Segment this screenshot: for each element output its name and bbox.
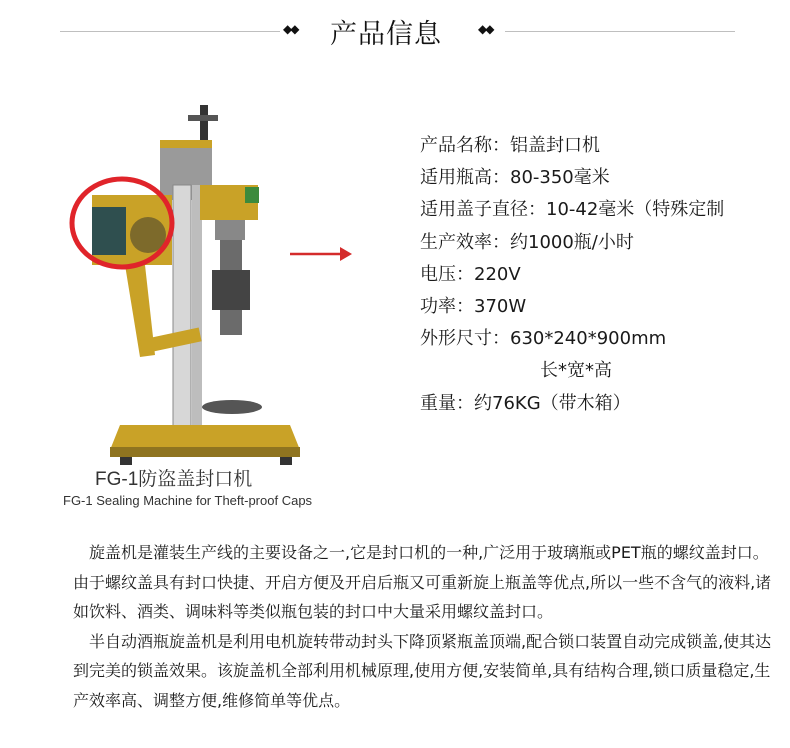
spec-list xyxy=(420,130,780,420)
product-photo xyxy=(60,95,370,520)
photo-caption-en: FG-1 Sealing Machine for Theft-proof Caps xyxy=(63,493,313,508)
spec-voltage: 电压：220V xyxy=(420,263,521,285)
diamond-ornament-left-icon: ◆◆ xyxy=(283,22,298,36)
description-paragraph: 旋盖机是灌装生产线的主要设备之一,它是封口机的一种,广泛用于玻璃瓶或PET瓶的螺纹盖封口。由于螺纹盖具有封口快捷、开启方便及开启后瓶又可重新旋上瓶盖等优点,所以一些不含气的液料,诸如饮料、酒类、调味料等类似瓶包装的封口中大量采用螺纹盖封口。 xyxy=(73,543,772,622)
spec-power: 功率：370W xyxy=(420,296,527,318)
diamond-ornament-right-icon: ◆◆ xyxy=(478,22,493,36)
photo-caption-cn: FG-1防盗盖封口机 xyxy=(95,469,253,490)
spec-efficiency: 生产效率：约1000瓶/小时 xyxy=(420,231,634,253)
description-paragraph: 半自动酒瓶旋盖机是利用电机旋转带动封头下降顶紧瓶盖顶端,配合锁口装置自动完成锁盖,使其达到完美的锁盖效果。该旋盖机全部利用机械原理,使用方便,安装简单,具有结构合理,锁口质量稳定,生产效率高、调整方便,维修简单等优点。 xyxy=(73,631,772,710)
spec-bottle-height: 适用瓶高：80-350毫米 xyxy=(420,167,610,189)
description xyxy=(73,538,773,716)
spec-dimensions: 外形尺寸：630*240*900mm xyxy=(420,328,667,350)
spec-weight: 重量：约76KG（带木箱） xyxy=(420,392,631,414)
red-arrow-right-icon xyxy=(288,244,354,264)
section-header xyxy=(0,0,790,62)
section-title: 产品信息 xyxy=(330,19,442,50)
dimension-order-label: 长*宽*高 xyxy=(540,360,612,382)
spec-dimensions-note xyxy=(420,355,780,387)
spec-product-name: 产品名称：铝盖封口机 xyxy=(420,135,600,156)
header-rule-left xyxy=(60,31,280,32)
spec-cap-diameter: 适用盖子直径：10-42毫米（特殊定制 xyxy=(420,199,725,221)
header-rule-right xyxy=(505,31,735,32)
